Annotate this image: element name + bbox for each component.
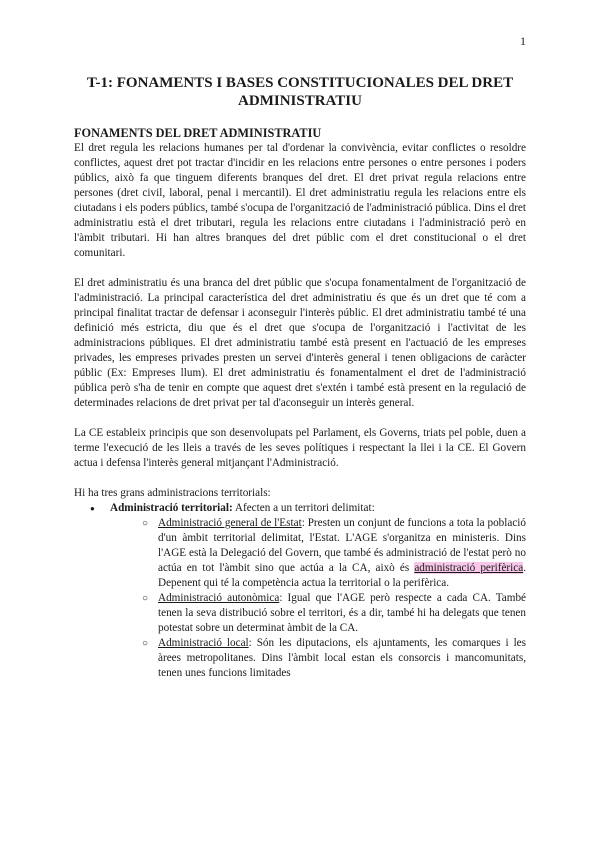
sub-item-text: : Igual que l'AGE però respecte a cada CA. També tenen la seva distribució sobre el territori, és a dir, també hi ha delegats que tenen potestat sobre un determinat àmbit de la CA. xyxy=(158,592,526,634)
paragraph-2: El dret administratiu és una branca del dret públic que s'ocupa fonamentalment de l'organització de l'administració. La principal característica del dret administratiu és que és un dret que té com a principal finalitat tractar de defensar i aconseguir l'interès públic. El dret administratiu també té una definició més estricta, diu que és el dret que s'ocupa de l'organització i l'activitat de les administracions públiques. El dret administratiu també està present en l'actuació de les empreses privades, les empreses privades presten un servei d'interès general i tenen obligacions de caràcter públic (Ex: Empreses llum). El dret administratiu és fonamentalment el dret de l'administració pública però s'ha de tenir en compte que aquest dret s'extén i també està present en la regulació de determinades relacions de dret privat per tal d'aconseguir un interès general. xyxy=(74,277,526,409)
sub-item-local xyxy=(158,636,526,681)
sub-item-text-end: . Depenent qui té la competència actua la territorial o la perifèrica. xyxy=(158,562,526,589)
section-heading: FONAMENTS DEL DRET ADMINISTRATIU xyxy=(74,126,322,140)
paragraph-1: El dret regula les relacions humanes per tal d'ordenar la convivència, evitar conflictes o resoldre conflictes, aquest dret pot tractar d'incidir en les relacions entre persones o entre persones i poders públics, això fa que tinguem diferents branques del dret. El dret privat regula relacions entre persones (dret civil, laboral, penal i mercantil). El dret administratiu regula les relacions entre els ciutadans i els poders públics, també s'ocupa de l'organització de l'administració pública. Dins el dret administratiu està el dret tributari, regula les relacions entre ciutadans i l'administració però en l'àmbit tributari. Hi han altres branques del dret públic com el dret constitucional o el dret comunitari. xyxy=(74,142,526,259)
administrations-list xyxy=(74,501,526,681)
paragraph-3: La CE estableix principis que son desenvolupats pel Parlament, els Governs, triats pel poble, duen a terme l'execució de les lleis a través de les seves polítiques i respectant la llei i la CE. El Govern actua i defensa l'interès general mitjançant l'Administració. xyxy=(74,427,526,469)
sub-item-autonomica xyxy=(158,591,526,636)
sub-item-label: Administració local xyxy=(158,637,249,649)
highlighted-term: administració perifèrica xyxy=(414,562,524,574)
list-item-text: Afecten a un territori delimitat: xyxy=(232,502,375,514)
paragraph-4: Hi ha tres grans administracions territorials: xyxy=(74,487,271,499)
sub-item-text: : Són les diputacions, els ajuntaments, les comarques i les àrees metropolitanes. Dins l'àmbit local estan els consorcis i mancomunitats, tenen unes funcions limitades xyxy=(158,637,526,679)
sub-item-text: : Presten un conjunt de funcions a tota la població d'un àmbit territorial delimitat, l'Estat. L'AGE s'organitza en ministeris. Dins l'AGE està la Delegació del Govern, que també és administració de l'estat però no actúa en tot l'àmbit sino que actúa a la CA, això és xyxy=(158,517,526,574)
page-number: 1 xyxy=(520,34,526,48)
sub-list xyxy=(110,516,526,681)
list-item-territorial xyxy=(110,501,526,681)
page-title: T-1: FONAMENTS I BASES CONSTITUCIONALES DEL DRET ADMINISTRATIU xyxy=(86,75,514,109)
list-item-label: Administració territorial: xyxy=(110,502,233,514)
sub-item-estat xyxy=(158,516,526,591)
sub-item-label: Administració autonòmica xyxy=(158,592,280,604)
document-body xyxy=(74,126,526,681)
sub-item-label: Administració general de l'Estat xyxy=(158,517,302,529)
